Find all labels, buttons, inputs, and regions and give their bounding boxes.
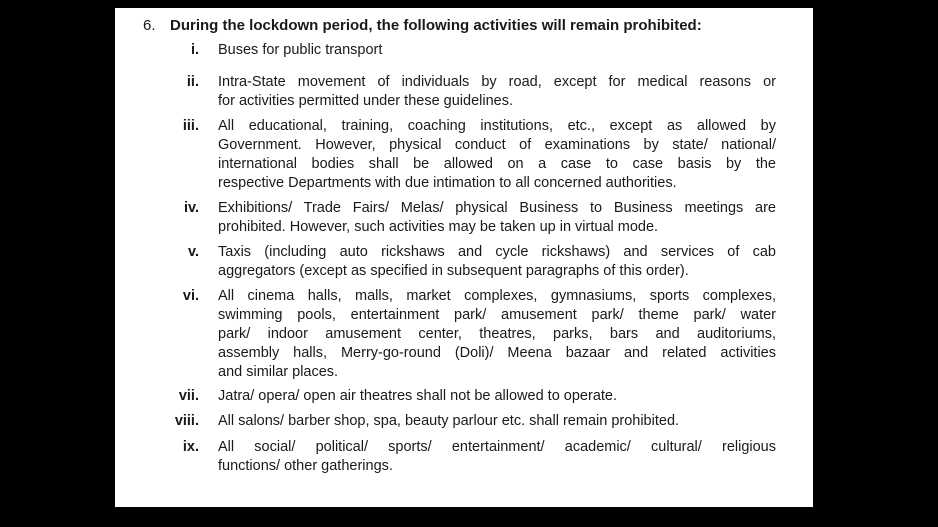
item-text (218, 41, 776, 60)
item-text-line: Government. However, physical conduct of examinations by state/ national/ (218, 137, 776, 153)
item-text-line: swimming pools, entertainment park/ amusement park/ theme park/ water (218, 307, 776, 323)
section-title: During the lockdown period, the following activities will remain prohibited: (170, 17, 702, 34)
item-text-line: All salons/ barber shop, spa, beauty parlour etc. shall remain prohibited. (218, 413, 680, 429)
item-numeral: v. (187, 244, 199, 260)
item-text-line: international bodies shall be allowed on a case to case basis by the (218, 156, 776, 172)
item-text-line: respective Departments with due intimation to all concerned authorities. (218, 175, 677, 191)
item-text-line: prohibited. However, such activities may be taken up in virtual mode. (218, 219, 659, 235)
item-text-line: aggregators (except as specified in subsequent paragraphs of this order). (218, 263, 689, 279)
item-text-line: for activities permitted under these guidelines. (218, 93, 513, 109)
item-text-line: park/ indoor amusement center, theatres, parks, bars and auditoriums, (218, 326, 776, 342)
item-numeral: viii. (174, 413, 199, 429)
item-text (218, 438, 776, 476)
item-text (218, 287, 776, 382)
item-text-line: Buses for public transport (218, 42, 383, 58)
item-numeral: iv. (183, 200, 199, 216)
item-text (218, 412, 776, 431)
item-text-line: Jatra/ opera/ open air theatres shall not be allowed to operate. (218, 388, 618, 404)
item-numeral: iii. (182, 118, 199, 134)
item-text (218, 199, 776, 237)
item-text-line: and similar places. (218, 364, 339, 380)
item-text (218, 387, 776, 406)
item-text (218, 73, 776, 111)
item-text-line: All educational, training, coaching institutions, etc., except as allowed by (218, 118, 776, 134)
item-numeral: vii. (178, 388, 199, 404)
item-numeral: ix. (182, 439, 199, 455)
item-numeral: vi. (182, 288, 199, 304)
item-numeral: i. (190, 42, 199, 58)
item-text-line: Taxis (including auto rickshaws and cycle rickshaws) and services of cab (218, 244, 776, 260)
item-text-line: functions/ other gatherings. (218, 458, 393, 474)
item-text-line: All social/ political/ sports/ entertainment/ academic/ cultural/ religious (218, 439, 776, 455)
section-number: 6. (143, 17, 156, 34)
item-text-line: assembly halls, Merry-go-round (Doli)/ Meena bazaar and related activities (218, 345, 776, 361)
item-text-line: Exhibitions/ Trade Fairs/ Melas/ physical Business to Business meetings are (218, 200, 776, 216)
item-numeral: ii. (186, 74, 199, 90)
item-text-line: Intra-State movement of individuals by road, except for medical reasons or (218, 74, 776, 90)
section-heading (143, 16, 702, 36)
item-text (218, 117, 776, 193)
item-text (218, 243, 776, 281)
item-text-line: All cinema halls, malls, market complexes, gymnasiums, sports complexes, (218, 288, 776, 304)
document-page (115, 8, 813, 507)
